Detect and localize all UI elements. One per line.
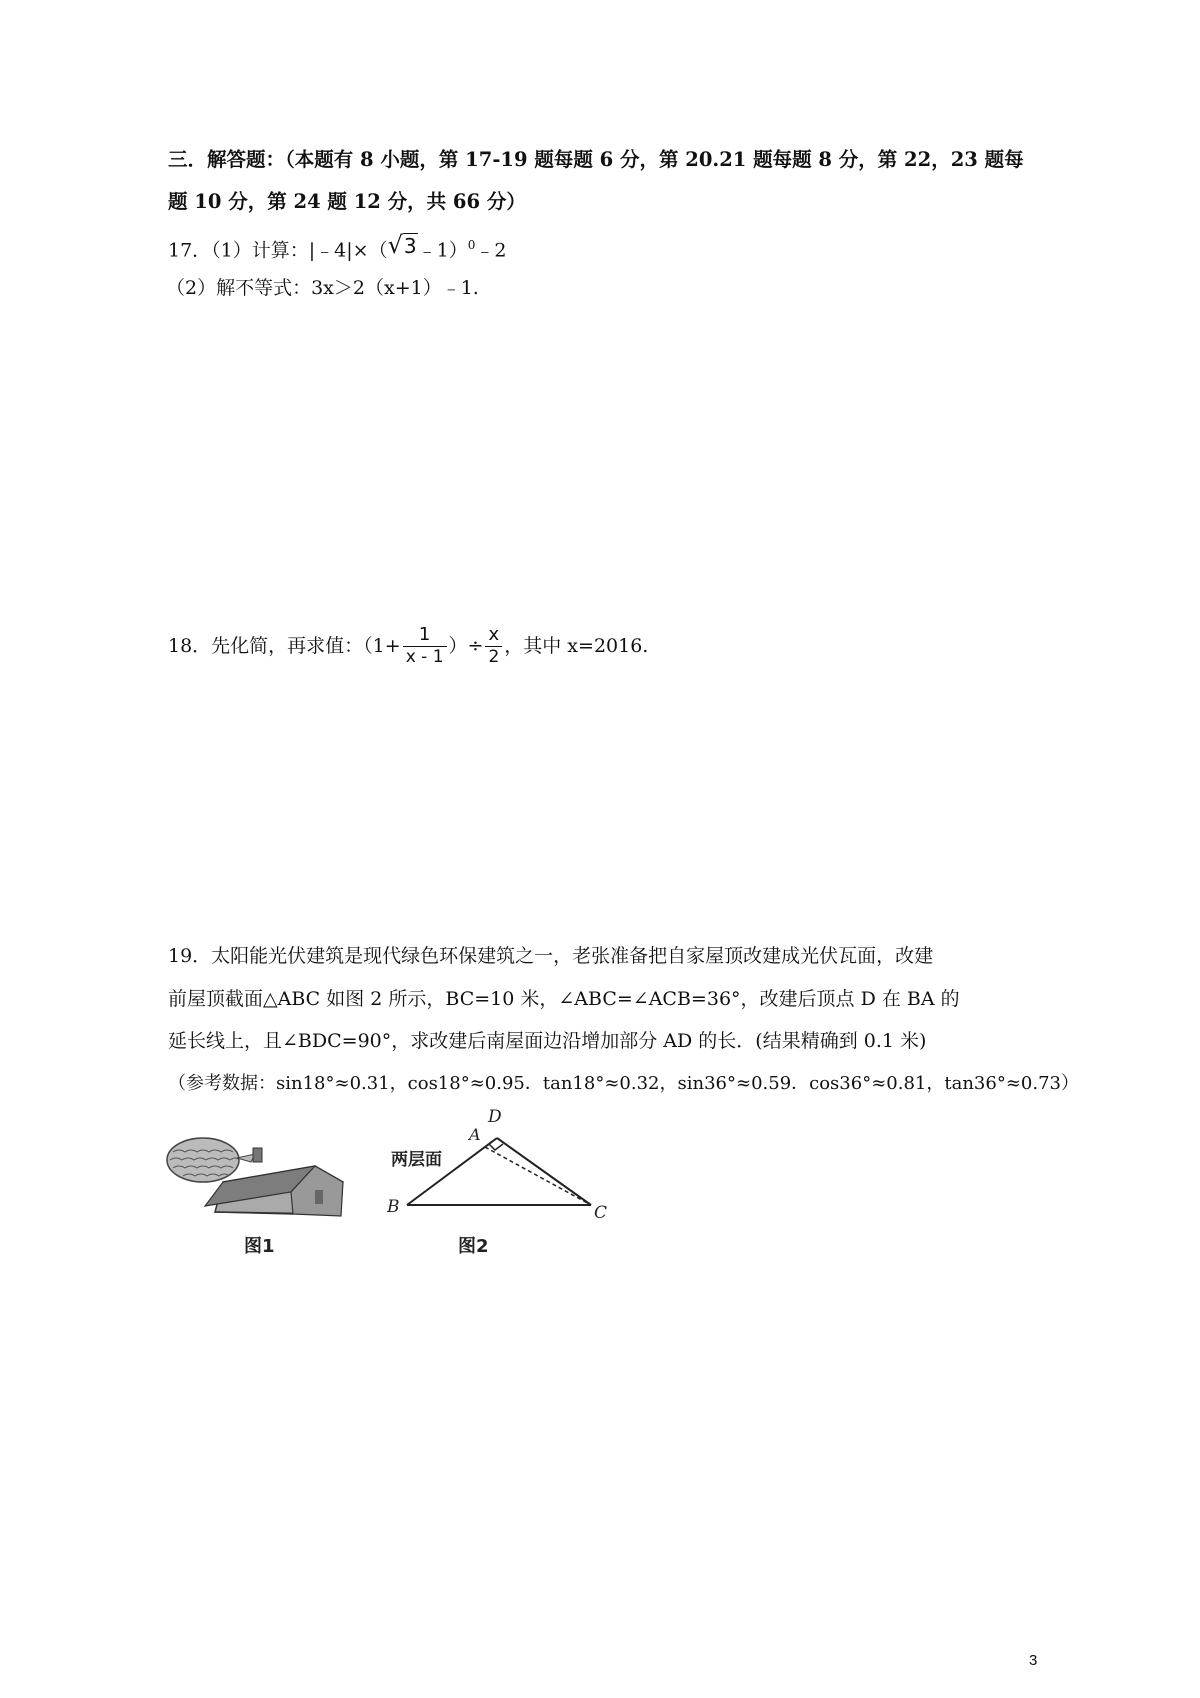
fraction-x-over-2 (485, 626, 502, 666)
figure-2-triangle-diagram (385, 1102, 610, 1232)
figure-1-caption: 图1 (244, 1236, 275, 1257)
fraction-denominator: x - 1 (403, 646, 447, 666)
question-19-reference-data: （参考数据：sin18°≈0.31，cos18°≈0.95．tan18°≈0.32，sin36°≈0.59．cos36°≈0.81，tan36°≈0.73） (168, 1073, 1079, 1094)
q18-suffix: ，其中 x=2016. (504, 635, 649, 657)
question-19-line2: 前屋顶截面△ABC 如图 2 所示，BC=10 米，∠ABC=∠ACB=36°，改建后顶点 D 在 BA 的 (168, 988, 960, 1010)
q17-mid: ﹣1） (417, 239, 468, 262)
section-heading-line2: 题 10 分，第 24 题 12 分，共 66 分） (168, 190, 526, 213)
question-18 (168, 626, 648, 666)
segment-dc (497, 1138, 591, 1205)
q17-exponent: 0 (467, 238, 476, 252)
fraction-1-over-x-minus-1 (403, 626, 447, 666)
q18-mid: ）÷ (448, 635, 484, 657)
question-19-line3: 延长线上，且∠BDC=90°，求改建后南屋面边沿增加部分 AD 的长．(结果精确到 0.1 米) (168, 1030, 927, 1052)
sqrt-sign: √ (387, 231, 403, 260)
q17-prefix: 17．（1）计算：|﹣4|×（ (168, 239, 388, 262)
point-d-label: D (488, 1107, 502, 1127)
segment-ac-dashed (485, 1147, 591, 1205)
right-angle-marker (489, 1144, 503, 1150)
figure-2-caption: 图2 (458, 1236, 489, 1257)
segment-bd (407, 1138, 497, 1205)
q17-suffix: ﹣2 (475, 239, 507, 262)
point-b-label: B (387, 1197, 400, 1217)
question-17-part2: （2）解不等式：3x＞2（x+1）﹣1. (166, 277, 479, 299)
section-heading-line1: 三．解答题：（本题有 8 小题，第 17-19 题每题 6 分，第 20.21 题每题 8 分，第 22，23 题每 (168, 148, 1024, 171)
point-a-label: A (469, 1125, 481, 1144)
sqrt-expression (388, 232, 418, 259)
fraction-numerator: x (488, 624, 500, 645)
two-layer-roof-label: 两层面 (391, 1150, 442, 1170)
q18-prefix: 18．先化简，再求值：（1+ (168, 635, 401, 657)
figure-1-house-illustration (165, 1130, 355, 1230)
page-number: 3 (1029, 1652, 1038, 1669)
chimney (253, 1148, 262, 1162)
fraction-numerator: 1 (418, 624, 431, 645)
sqrt-radicand: 3 (403, 234, 417, 259)
fraction-denominator: 2 (485, 646, 502, 666)
point-c-label: C (594, 1203, 608, 1223)
question-19-line1: 19．太阳能光伏建筑是现代绿色环保建筑之一，老张准备把自家屋顶改建成光伏瓦面，改建 (168, 945, 934, 967)
question-17-part1 (168, 232, 506, 263)
